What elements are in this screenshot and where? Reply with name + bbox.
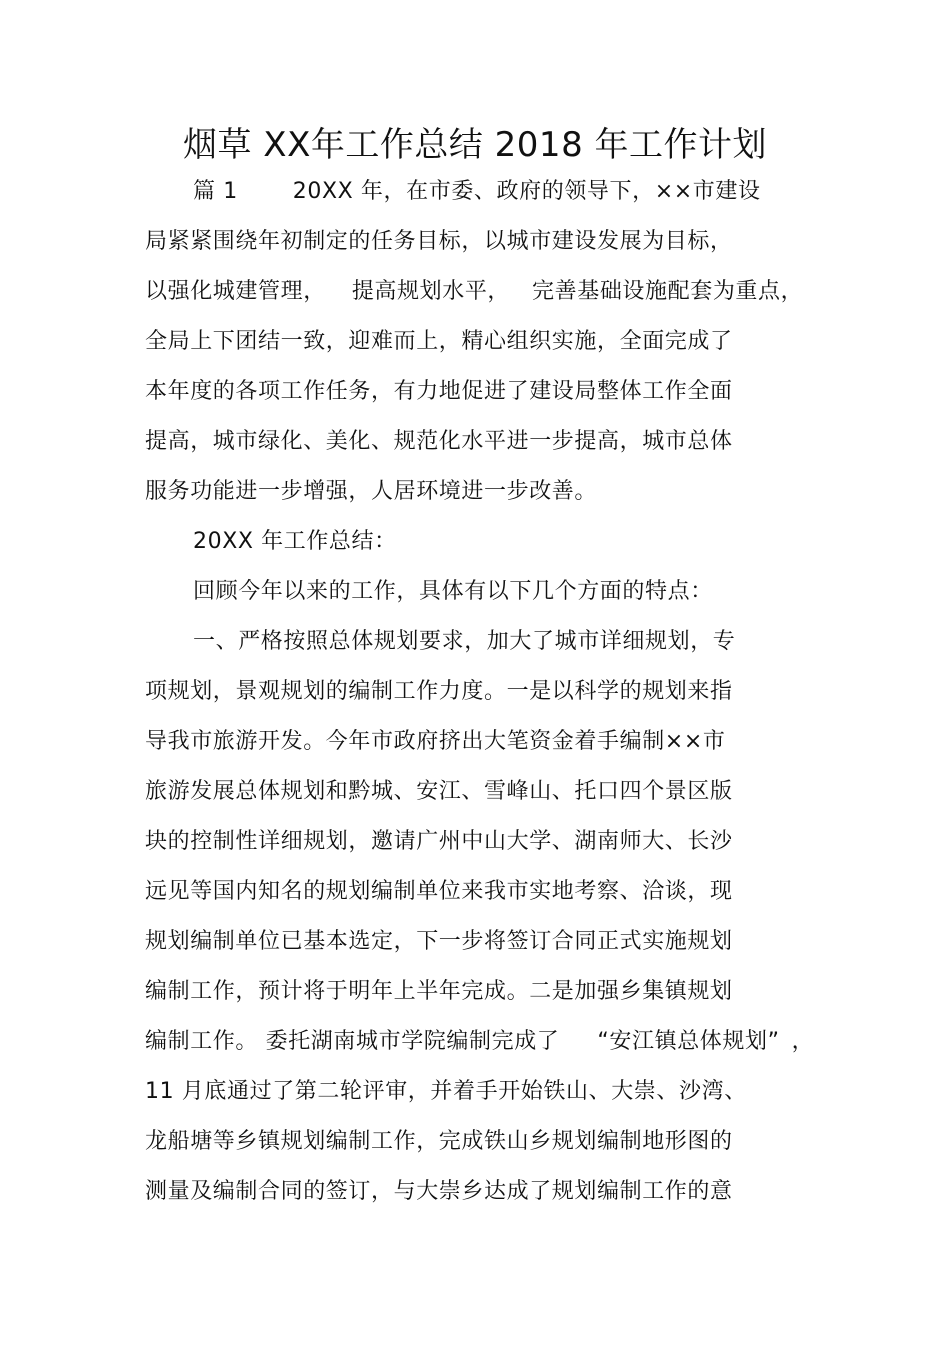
- line-text: 提高规划水平，: [351, 279, 511, 304]
- paragraph-line: [193, 174, 761, 210]
- paragraph-line: 测量及编制合同的签订，与大崇乡达成了规划编制工作的意: [145, 1179, 733, 1204]
- paragraph-line: 编制工作，预计将于明年上半年完成。二是加强乡集镇规划: [145, 979, 733, 1004]
- document-title: 烟草 XX年工作总结 2018 年工作计划: [182, 125, 768, 165]
- paragraph-line: 导我市旅游开发。今年市政府挤出大笔资金着手编制××市: [145, 729, 726, 754]
- paragraph-line: 一、严格按照总体规划要求，加大了城市详细规划，专: [193, 629, 736, 654]
- paragraph-line: 20XX 年工作总结：: [193, 529, 397, 554]
- line-text: 完善基础设施配套为重点，: [532, 279, 804, 304]
- paragraph-line: 块的控制性详细规划，邀请广州中山大学、湖南师大、长沙: [145, 829, 733, 854]
- paragraph-line: 全局上下团结一致，迎难而上，精心组织实施，全面完成了: [145, 329, 733, 354]
- paragraph-line: 本年度的各项工作任务，有力地促进了建设局整体工作全面: [145, 379, 733, 404]
- paragraph-line: 局紧紧围绕年初制定的任务目标，以城市建设发展为目标，: [145, 229, 733, 254]
- paragraph-line: 规划编制单位已基本选定，下一步将签订合同正式实施规划: [145, 929, 733, 954]
- quoted-title: “安江镇总体规划”: [597, 1029, 780, 1054]
- paragraph-line: 远见等国内知名的规划编制单位来我市实地考察、洽谈，现: [145, 879, 733, 904]
- paragraph-line: 提高，城市绿化、美化、规范化水平进一步提高，城市总体: [145, 429, 733, 454]
- paragraph-line: 龙船塘等乡镇规划编制工作，完成铁山乡规划编制地形图的: [145, 1129, 733, 1154]
- line-text: 以强化城建管理，: [145, 279, 326, 304]
- line-text: 编制工作。 委托湖南城市学院编制完成了: [145, 1029, 560, 1054]
- section-label: 篇 1: [193, 179, 238, 204]
- paragraph-line: [145, 1024, 814, 1060]
- paragraph-line: 回顾今年以来的工作，具体有以下几个方面的特点：: [193, 579, 713, 604]
- line-text: 20XX 年，在市委、政府的领导下，××市建设: [292, 179, 761, 204]
- line-text: ，: [791, 1029, 815, 1054]
- paragraph-line: 服务功能进一步增强，人居环境进一步改善。: [145, 479, 598, 504]
- paragraph-line: 11 月底通过了第二轮评审，并着手开始铁山、大崇、沙湾、: [145, 1079, 747, 1104]
- paragraph-line: [145, 274, 803, 310]
- paragraph-line: 旅游发展总体规划和黔城、安江、雪峰山、托口四个景区版: [145, 779, 733, 804]
- paragraph-line: 项规划，景观规划的编制工作力度。一是以科学的规划来指: [145, 679, 733, 704]
